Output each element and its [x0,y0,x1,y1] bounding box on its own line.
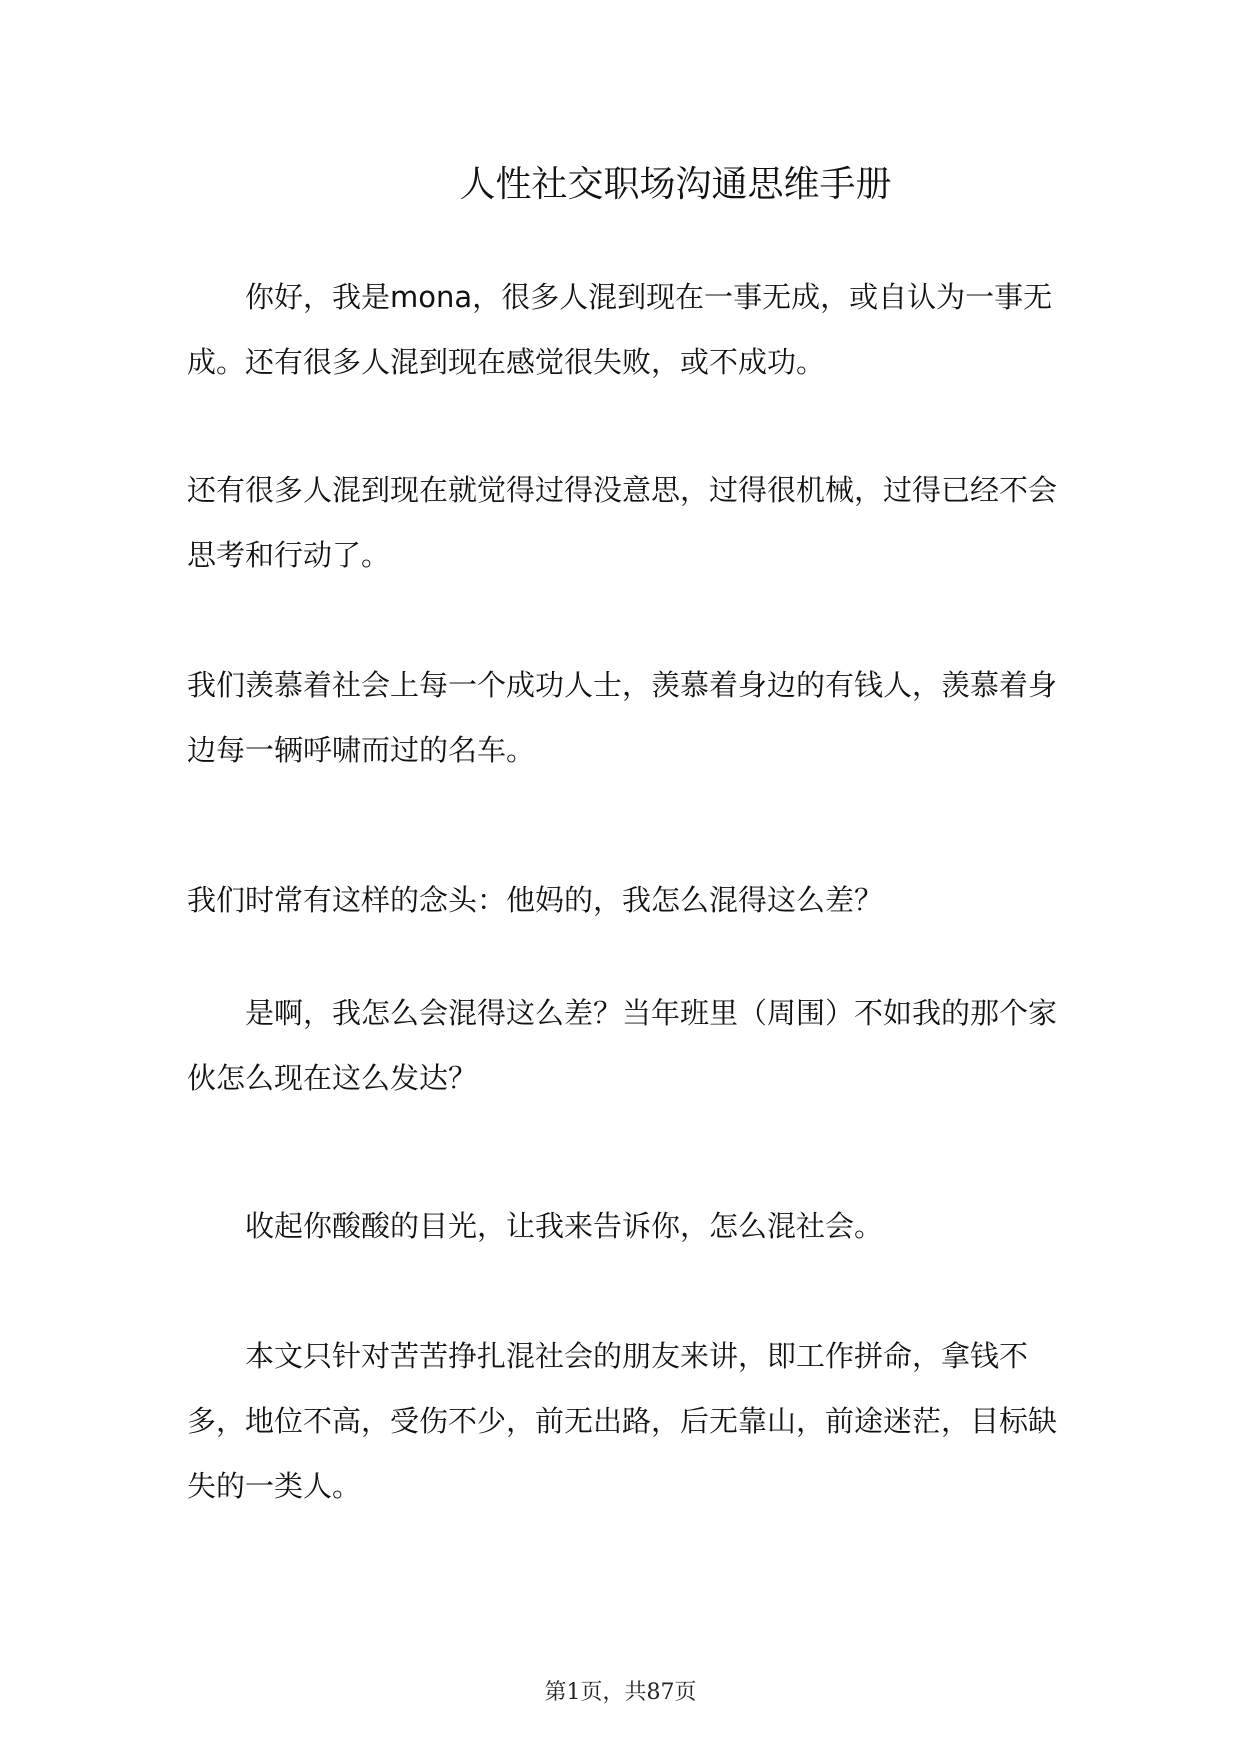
paragraph-envy: 我们羡慕着社会上每一个成功人士，羡慕着身边的有钱人，羡慕着身边每一辆呼啸而过的名车。 [187,668,1058,767]
paragraph-thought: 我们时常有这样的念头：他妈的，我怎么混得这么差？ [187,883,884,917]
paragraph-intro: 你好，我是mona，很多人混到现在一事无成，或自认为一事无成。还有很多人混到现在感觉很失败，或不成功。 [187,280,1053,379]
paragraph-boring-life: 还有很多人混到现在就觉得过得没意思，过得很机械，过得已经不会思考和行动了。 [187,473,1058,572]
paragraph-question: 是啊，我怎么会混得这么差？当年班里（周围）不如我的那个家伙怎么现在这么发达？ [187,996,1058,1095]
paragraph-how-to: 收起你酸酸的目光，让我来告诉你，怎么混社会。 [245,1209,884,1243]
paragraph-audience: 本文只针对苦苦挣扎混社会的朋友来讲，即工作拼命，拿钱不多，地位不高，受伤不少，前无出路，后无靠山，前途迷茫，目标缺失的一类人。 [187,1339,1058,1503]
page-title: 人性社交职场沟通思维手册 [459,164,892,205]
page-number-footer: 第1页，共87页 [544,1680,697,1705]
